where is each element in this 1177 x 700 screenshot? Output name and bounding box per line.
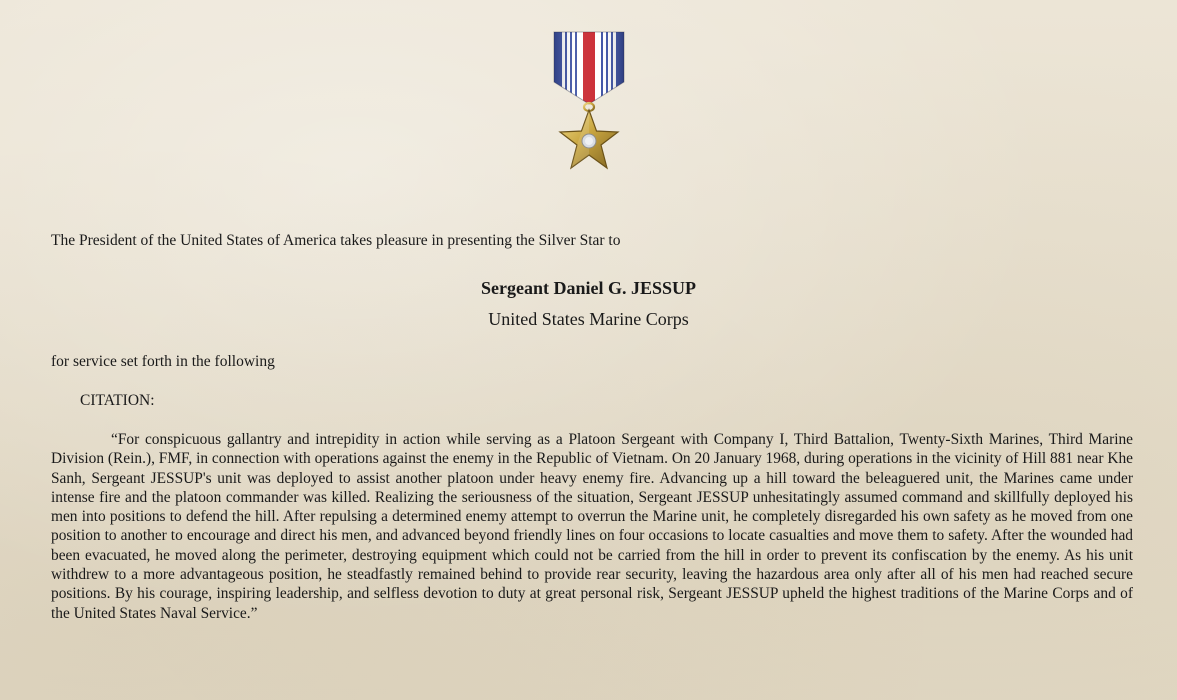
recipient-branch: United States Marine Corps bbox=[488, 309, 689, 329]
presentation-statement: The President of the United States of America takes pleasure in presenting the Silver Star to bbox=[51, 232, 621, 249]
medal-ribbon bbox=[554, 28, 624, 108]
silver-star-medal-icon bbox=[548, 28, 630, 178]
service-statement: for service set forth in the following bbox=[51, 353, 275, 370]
citation-heading: CITATION: bbox=[80, 392, 155, 409]
citation-body: “For conspicuous gallantry and intrepidity in action while serving as a Platoon Sergeant with Company I, Third Battalion, Twenty-Sixth Marines, Third Marine Division (Rein.), FMF, in connection with operations against the enemy in the Republic of Vietnam. On 20 January 1968, during operations in the vicinity of Hill 881 near Khe Sanh, Sergeant JESSUP's unit was deployed to assist another platoon under heavy enemy fire. Advancing up a hill toward the beleaguered unit, the Marines came under intense fire and the platoon commander was killed. Realizing the seriousness of the situation, Sergeant JESSUP unhesitatingly assumed command and skillfully deployed his men into positions to defend the hill. After repulsing a determined enemy attempt to overrun the Marine unit, he completely disregarded his own safety as he moved from one position to another to encourage and direct his men, and advanced beyond friendly lines on four occasions to locate casualties and move them to safety. After the wounded had been evacuated, he moved along the perimeter, destroying equipment which could not be carried from the hill in order to prevent its confiscation by the enemy. As his unit withdrew to a more advantageous position, he steadfastly remained behind to provide rear security, leaving the hazardous area only after all of his men had reached secure positions. By his courage, inspiring leadership, and selfless devotion to duty at great personal risk, Sergeant JESSUP upheld the highest traditions of the Marine Corps and of the United States Naval Service.” bbox=[51, 431, 1133, 622]
recipient-name: Sergeant Daniel G. JESSUP bbox=[480, 278, 696, 298]
